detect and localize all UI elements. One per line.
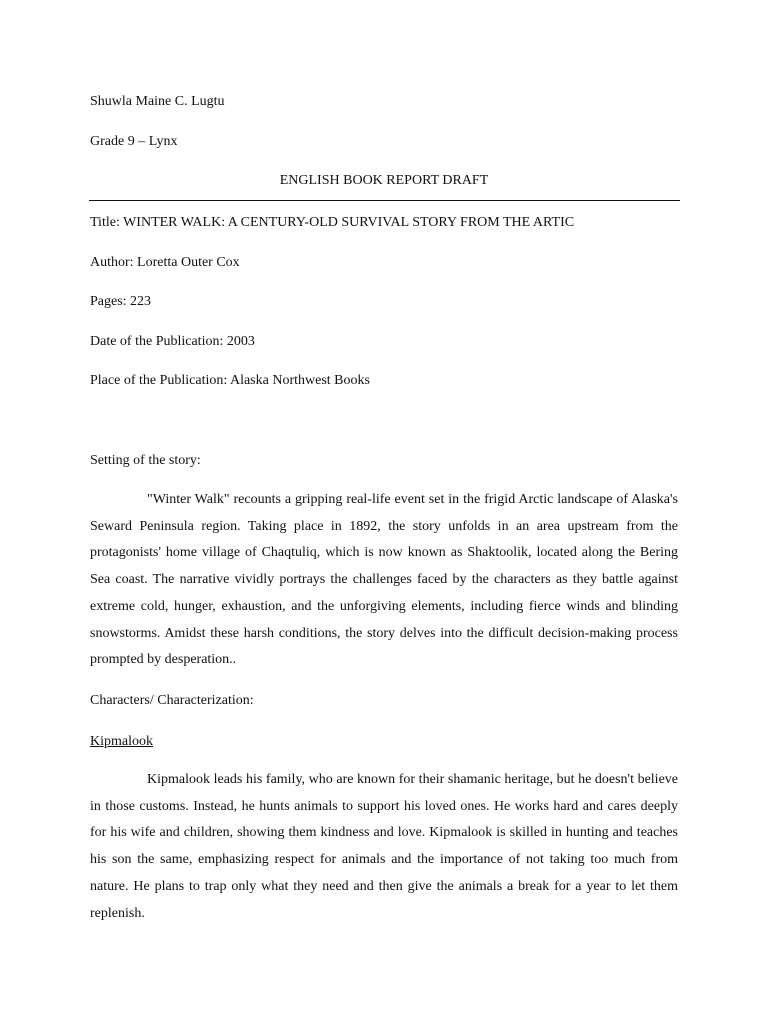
student-name: Shuwla Maine C. Lugtu <box>90 94 225 109</box>
title-divider <box>89 200 680 201</box>
book-pages: Pages: 223 <box>90 294 152 309</box>
setting-paragraph: "Winter Walk" recounts a gripping real-life event set in the frigid Arctic landscape of Alaska's Seward Peninsula region. Taking place in 1892, the story unfolds in an area upstream from the protagonists' home village of Chaqtuliq, which is now known as Shaktoolik, located along the Bering Sea coast. The narrative vividly portrays the challenges faced by the characters as they battle against extreme cold, hunger, exhaustion, and the unforgiving elements, including fierce winds and blinding snowstorms. Amidst these harsh conditions, the story delves into the difficult decision-making process prompted by desperation.. <box>90 492 678 668</box>
character-paragraph: Kipmalook leads his family, who are known for their shamanic heritage, but he doesn't believe in those customs. Instead, he hunts animals to support his loved ones. He works hard and cares deeply for his wife and children, showing them kindness and love. Kipmalook is skilled in hunting and teaches his son the same, emphasizing respect for animals and the importance of not taking too much from nature. He plans to trap only what they need and then give the animals a break for a year to let them replenish. <box>90 772 678 921</box>
publication-date: Date of the Publication: 2003 <box>90 334 255 349</box>
publication-place: Place of the Publication: Alaska Northwest Books <box>90 373 370 388</box>
character-name: Kipmalook <box>90 734 153 749</box>
document-title: ENGLISH BOOK REPORT DRAFT <box>279 173 489 188</box>
book-author: Author: Loretta Outer Cox <box>90 255 240 270</box>
grade-section: Grade 9 – Lynx <box>90 134 178 149</box>
book-title: Title: WINTER WALK: A CENTURY-OLD SURVIVAL STORY FROM THE ARTIC <box>90 215 575 230</box>
setting-heading: Setting of the story: <box>90 453 201 468</box>
characters-heading: Characters/ Characterization: <box>90 693 254 708</box>
